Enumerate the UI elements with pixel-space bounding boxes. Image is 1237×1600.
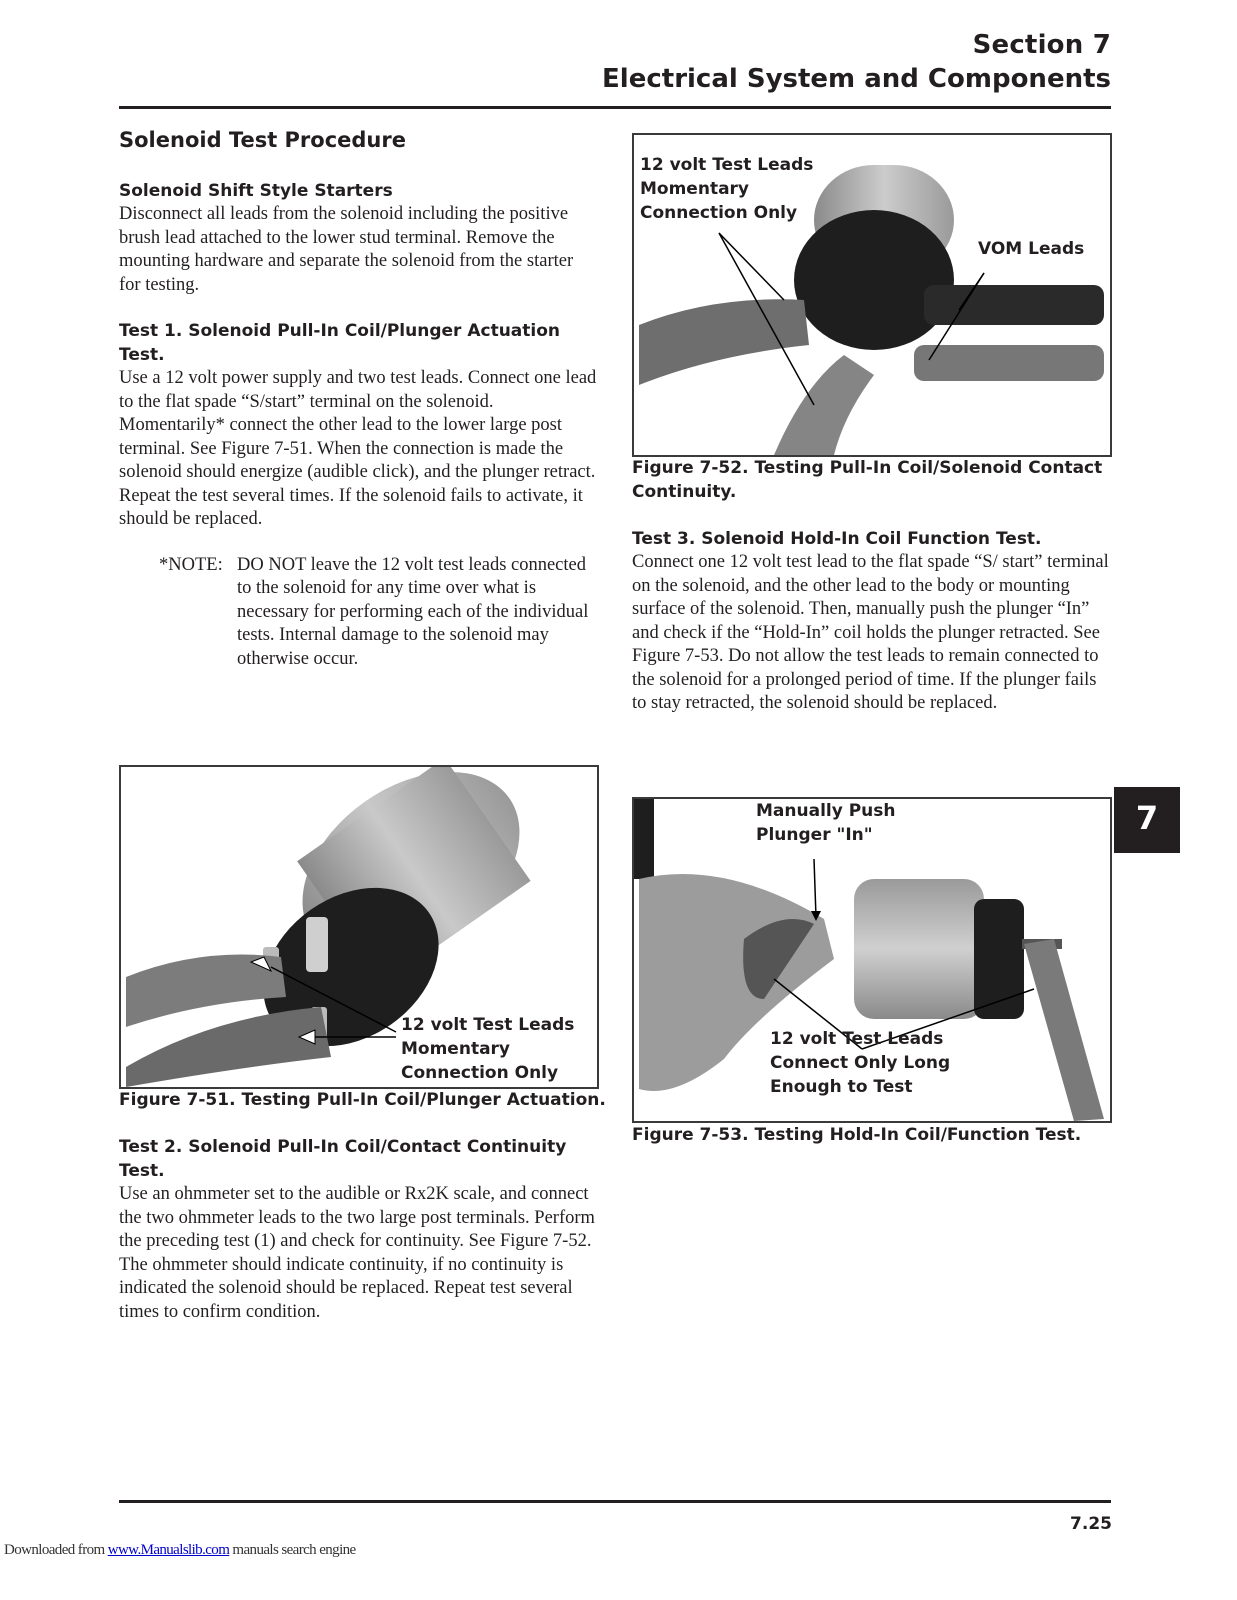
test3-paragraph: Connect one 12 volt test lead to the flat spade “S/ start” terminal on the solenoid, and the other lead to the body or mounting surface of the solenoid. Then, manually push the plunger “In” and check if the “Hold-In” coil holds the plunger retracted. See Figure 7-53. Do not allow the test leads to remain connected to the solenoid for a prolonged period of time. If the plunger fails to stay retracted, the solenoid should be replaced. [632,552,1109,713]
footer-suffix: manuals search engine [229,1542,356,1558]
figure-7-52-caption: Figure 7-52. Testing Pull-In Coil/Solenoid Contact Continuity. [632,458,1103,502]
figure-7-51 [119,765,599,1089]
fig52-callout-vom: VOM Leads [978,239,1085,259]
footer-rule [119,1500,1111,1503]
test2-heading: Test 2. Solenoid Pull-In Coil/Contact Continuity Test. [119,1137,567,1181]
figure-7-53-caption: Figure 7-53. Testing Hold-In Coil/Function Test. [632,1125,1082,1145]
section-tab-marker: 7 [1114,787,1180,853]
test3-section [632,527,1112,716]
subhead-shift-starters: Solenoid Shift Style Starters [119,181,393,201]
note-block [159,554,599,672]
test1-paragraph: Use a 12 volt power supply and two test leads. Connect one lead to the flat spade “S/start” terminal on the solenoid. Momentarily* connect the other lead to the lower large post terminal. See Figure 7-51. When the connection is made the solenoid should energize (audible click), and the plunger retract. Repeat the test several times. If the solenoid fails to activate, it should be replaced. [119,368,597,529]
figure-7-53 [632,797,1112,1123]
fig52-callout-12v: 12 volt Test Leads Momentary Connection Only [640,155,814,223]
test2-paragraph: Use an ohmmeter set to the audible or Rx2K scale, and connect the two ohmmeter leads to the two large post terminals. Perform the preceding test (1) and check for continuity. See Figure 7-52. The ohmmeter should indicate continuity, if no continuity is indicated the solenoid should be replaced. Repeat test several times to confirm condition. [119,1184,595,1322]
figure-7-52 [632,133,1112,457]
fig53-callout-push: Manually Push Plunger "In" [756,801,896,845]
section-label: Section 7 [972,30,1111,60]
section-title: Electrical System and Components [602,64,1111,94]
download-footer [4,1542,356,1559]
page-number: 7.25 [1070,1514,1112,1534]
intro-paragraph: Disconnect all leads from the solenoid including the positive brush lead attached to the lower stud terminal. Remove the mounting hardware and separate the solenoid from the starter for testing. [119,204,574,295]
note-tag: *NOTE: [159,554,223,575]
note-text: DO NOT leave the 12 volt test leads connected to the solenoid for any time over what is necessary for performing each of the individual tests. Internal damage to the solenoid may otherwise occur. [237,554,589,669]
test3-heading: Test 3. Solenoid Hold-In Coil Function Test. [632,529,1042,549]
test2-section [119,1135,599,1324]
left-column [119,125,599,671]
header-rule [119,106,1111,109]
page-header [602,28,1111,96]
test1-heading: Test 1. Solenoid Pull-In Coil/Plunger Actuation Test. [119,321,561,365]
fig51-callout: 12 volt Test Leads Momentary Connection Only [401,1015,575,1083]
footer-prefix: Downloaded from [4,1542,108,1558]
page-title: Solenoid Test Procedure [119,128,406,152]
manualslib-link[interactable]: www.Manualslib.com [107,1542,230,1558]
fig53-callout-leads: 12 volt Test Leads Connect Only Long Enough to Test [770,1029,951,1097]
figure-7-51-caption: Figure 7-51. Testing Pull-In Coil/Plunger Actuation. [119,1090,606,1110]
